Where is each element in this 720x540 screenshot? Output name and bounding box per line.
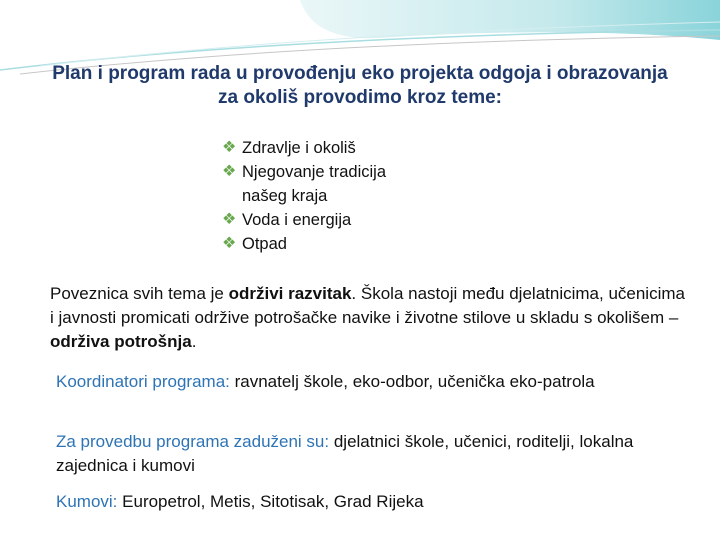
diamond-bullet-icon: ❖ xyxy=(222,235,237,252)
sustainability-paragraph xyxy=(50,282,690,354)
responsible-block xyxy=(56,430,676,478)
diamond-bullet-icon: ❖ xyxy=(222,139,237,156)
topics-list xyxy=(222,136,522,256)
paragraph-text: . Škola nastoji među djelatnicima, učenicima i javnosti promicati održive potrošačke navike i životne stilove u skladu s okolišem – xyxy=(50,284,685,327)
list-item xyxy=(222,136,522,160)
sponsors-value: Europetrol, Metis, Sitotisak, Grad Rijeka xyxy=(117,492,424,511)
list-item xyxy=(222,208,522,232)
diamond-bullet-icon: ❖ xyxy=(222,163,237,180)
coordinators-label: Koordinatori programa: xyxy=(56,372,230,391)
list-item xyxy=(222,160,522,208)
topic-text: Otpad xyxy=(242,235,287,253)
paragraph-text: . xyxy=(191,332,197,351)
responsible-label: Za provedbu programa zaduženi su: xyxy=(56,432,330,451)
sponsors-label: Kumovi: xyxy=(56,492,118,511)
slide-title: Plan i program rada u provođenju eko projekta odgoja i obrazovanja za okoliš provodimo kroz teme: xyxy=(52,63,668,108)
bold-term: održivi razvitak xyxy=(228,284,352,303)
coordinators-value: ravnatelj škole, eko-odbor, učenička eko-patrola xyxy=(229,372,595,391)
list-item xyxy=(222,232,522,256)
coordinators-block xyxy=(56,370,676,394)
responsible-value: djelatnici škole, učenici, roditelji, lokalna zajednica i kumovi xyxy=(56,432,634,475)
bold-term: održiva potrošnja xyxy=(50,332,192,351)
diamond-bullet-icon: ❖ xyxy=(222,211,237,228)
topic-text: Njegovanje tradicija našeg kraja xyxy=(242,163,386,205)
sponsors-block xyxy=(56,490,676,514)
paragraph-text: Poveznica svih tema je xyxy=(50,284,229,303)
topic-text: Voda i energija xyxy=(242,211,352,229)
topic-text: Zdravlje i okoliš xyxy=(242,139,356,157)
